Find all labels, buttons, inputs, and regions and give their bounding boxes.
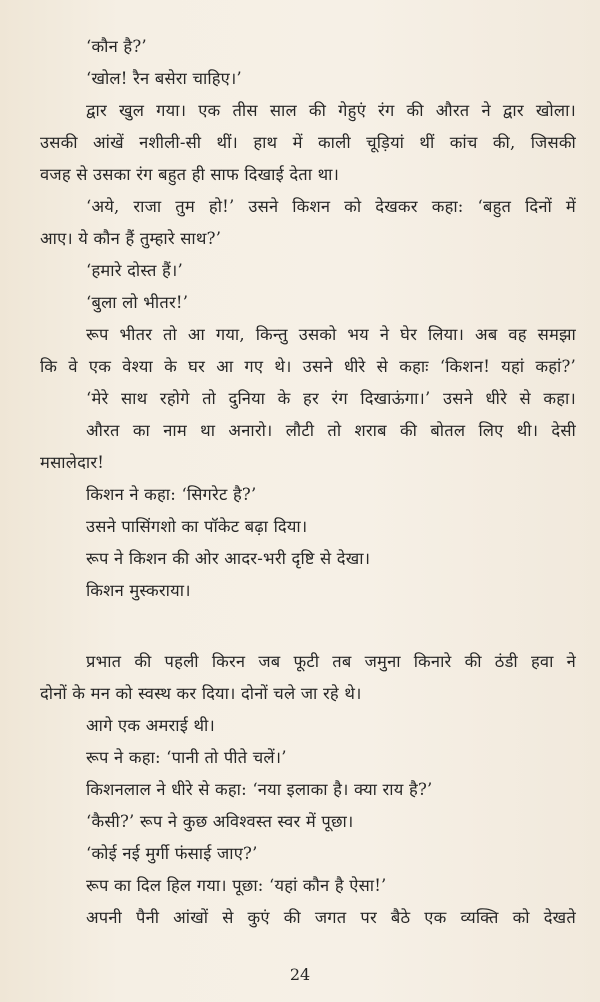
page-number: 24 — [289, 965, 311, 984]
text-line: ‘हमारे दोस्त हैं।’ — [86, 261, 183, 280]
text-line: ‘बुला लो भीतर!’ — [86, 293, 189, 312]
text-line: ‘अये, राजा तुम हो!’ उसने किशन को देखकर कहा: ‘बहुत दिनों में — [86, 197, 576, 216]
text-line: रूप ने कहा: ‘पानी तो पीते चलें।’ — [86, 748, 287, 767]
text-line: आगे एक अमराई थी। — [86, 716, 215, 735]
text-line: रूप भीतर तो आ गया, किन्तु उसको भय ने घेर लिया। अब वह समझा — [86, 325, 576, 344]
text-line: प्रभात की पहली किरन जब फूटी तब जमुना किनारे की ठंडी हवा ने — [86, 652, 576, 671]
text-line: किशन ने कहा: ‘सिगरेट है?’ — [86, 485, 257, 504]
text-line: रूप ने किशन की ओर आदर-भरी दृष्टि से देखा। — [86, 549, 371, 568]
text-line: अपनी पैनी आंखों से कुएं की जगत पर बैठे एक व्यक्ति को देखते — [86, 908, 576, 927]
text-line: किशनलाल ने धीरे से कहा: ‘नया इलाका है। क्या राय है?’ — [86, 780, 433, 799]
text-line: कि वे एक वेश्या के घर आ गए थे। उसने धीरे से कहाः ‘किशन! यहां कहां?’ — [40, 357, 576, 376]
text-line: उसने पासिंगशो का पॉकेट बढ़ा दिया। — [86, 517, 308, 536]
text-line: ‘खोल! रैन बसेरा चाहिए।’ — [86, 69, 242, 88]
text-line: किशन मुस्कराया। — [86, 581, 191, 600]
text-line: ‘कैसी?’ रूप ने कुछ अविश्वस्त स्वर में पूछा। — [86, 812, 354, 831]
text-line: उसकी आंखें नशीली-सी थीं। हाथ में काली चूड़ियां थीं कांच की, जिसकी — [40, 133, 576, 152]
text-line: द्वार खुल गया। एक तीस साल की गेहुएं रंग की औरत ने द्वार खोला। — [86, 101, 576, 120]
text-line: रूप का दिल हिल गया। पूछा: ‘यहां कौन है ऐसा!’ — [86, 876, 387, 895]
text-line: औरत का नाम था अनारो। लौटी तो शराब की बोतल लिए थी। देसी — [86, 421, 576, 440]
text-line: आए। ये कौन हैं तुम्हारे साथ?’ — [40, 229, 222, 248]
text-line: ‘कौन है?’ — [86, 37, 147, 56]
text-line: ‘कोई नई मुर्गी फंसाई जाए?’ — [86, 844, 258, 863]
text-line: वजह से उसका रंग बहुत ही साफ दिखाई देता था। — [40, 165, 340, 184]
text-line: ‘मेरे साथ रहोगे तो दुनिया के हर रंग दिखाऊंगा।’ उसने धीरे से कहा। — [86, 389, 576, 408]
text-line: दोनों के मन को स्वस्थ कर दिया। दोनों चले जा रहे थे। — [40, 684, 362, 703]
text-line: मसालेदार! — [40, 453, 105, 472]
